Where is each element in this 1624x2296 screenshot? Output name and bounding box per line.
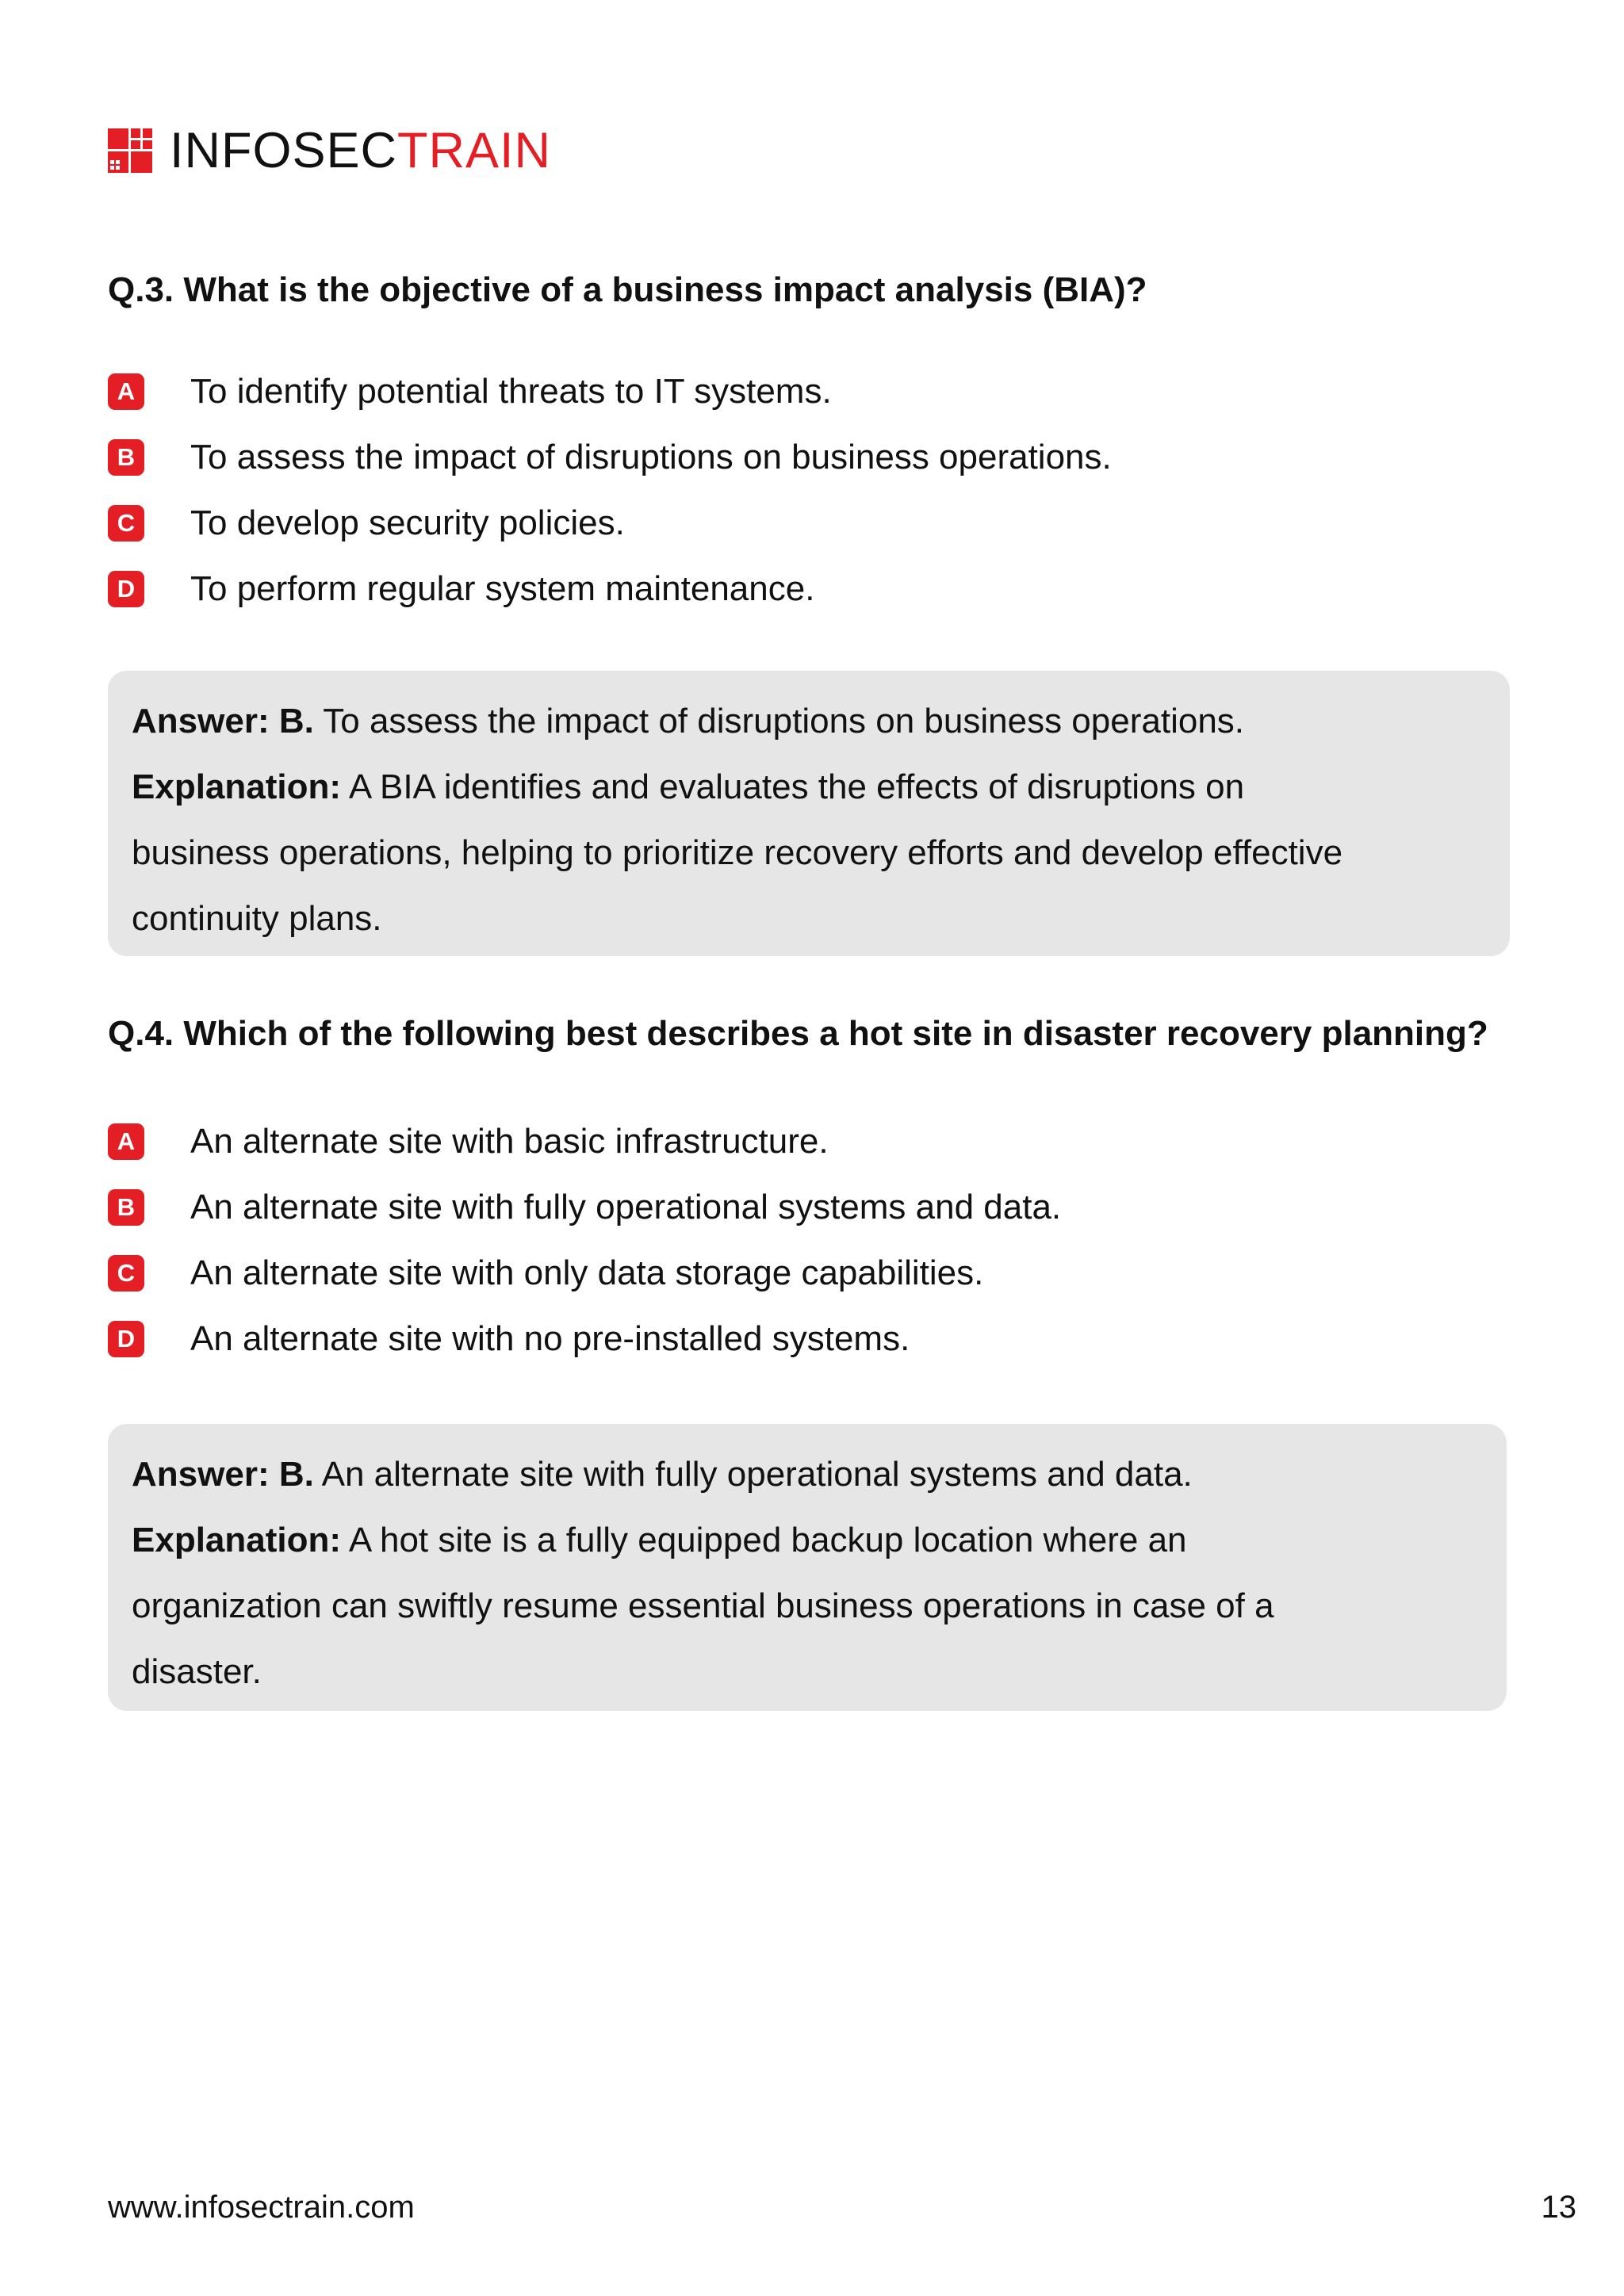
option-text: To develop security policies. xyxy=(190,503,625,542)
option-b xyxy=(108,1174,1061,1240)
explanation-text-line-3: continuity plans. xyxy=(132,899,382,938)
explanation-label: Explanation: xyxy=(132,1521,342,1559)
footer-website-link[interactable]: www.infosectrain.com xyxy=(108,2190,415,2225)
brand-name-part2: TRAIN xyxy=(397,123,552,178)
option-d xyxy=(108,556,1112,622)
question-3-title: Q.3. What is the objective of a business impact analysis (BIA)? xyxy=(108,270,1147,309)
answer-label: Answer: B. xyxy=(132,702,314,740)
answer-text: An alternate site with fully operational systems and data. xyxy=(321,1455,1193,1494)
question-3-options xyxy=(108,358,1112,622)
question-4-options xyxy=(108,1108,1061,1372)
option-text: To assess the impact of disruptions on business operations. xyxy=(190,437,1112,476)
explanation-line xyxy=(132,1507,1483,1573)
option-badge-a: A xyxy=(108,373,144,410)
option-a xyxy=(108,1108,1061,1174)
option-text: To perform regular system maintenance. xyxy=(190,568,815,608)
explanation-label: Explanation: xyxy=(132,767,342,806)
option-badge-a: A xyxy=(108,1123,144,1160)
option-badge-b: B xyxy=(108,1189,144,1226)
brand-logo xyxy=(108,123,552,178)
option-text: An alternate site with basic infrastructure. xyxy=(190,1121,829,1161)
option-badge-c: C xyxy=(108,505,144,541)
option-text: An alternate site with fully operational systems and data. xyxy=(190,1187,1062,1226)
explanation-text: A hot site is a fully equipped backup location where an xyxy=(348,1521,1187,1559)
answer-line xyxy=(132,688,1486,754)
explanation-text-line-2: organization can swiftly resume essential business operations in case of a xyxy=(132,1586,1274,1625)
option-badge-d: D xyxy=(108,1321,144,1357)
option-c xyxy=(108,490,1112,556)
question-4-answer-box xyxy=(108,1424,1507,1711)
answer-label: Answer: B. xyxy=(132,1455,314,1494)
explanation-text: A BIA identifies and evaluates the effects of disruptions on xyxy=(348,767,1245,806)
option-text: To identify potential threats to IT systems. xyxy=(190,371,832,411)
logo-mark-icon xyxy=(108,128,152,173)
question-4-title: Q.4. Which of the following best describes a hot site in disaster recovery planning? xyxy=(108,1014,1488,1053)
answer-line xyxy=(132,1441,1483,1507)
question-3-answer-box xyxy=(108,671,1510,956)
option-badge-d: D xyxy=(108,571,144,607)
brand-name-part1: INFOSEC xyxy=(170,123,398,178)
brand-wordmark xyxy=(170,123,552,178)
page-number: 13 xyxy=(1541,2190,1576,2225)
option-text: An alternate site with no pre-installed systems. xyxy=(190,1318,910,1358)
option-badge-b: B xyxy=(108,439,144,476)
explanation-text-line-3: disaster. xyxy=(132,1652,262,1691)
explanation-text-line-2: business operations, helping to prioritize recovery efforts and develop effective xyxy=(132,833,1343,872)
option-badge-c: C xyxy=(108,1255,144,1292)
option-d xyxy=(108,1306,1061,1372)
option-c xyxy=(108,1240,1061,1306)
explanation-line xyxy=(132,754,1486,820)
option-a xyxy=(108,358,1112,424)
option-text: An alternate site with only data storage capabilities. xyxy=(190,1253,984,1292)
option-b xyxy=(108,424,1112,490)
answer-text: To assess the impact of disruptions on business operations. xyxy=(323,702,1245,740)
